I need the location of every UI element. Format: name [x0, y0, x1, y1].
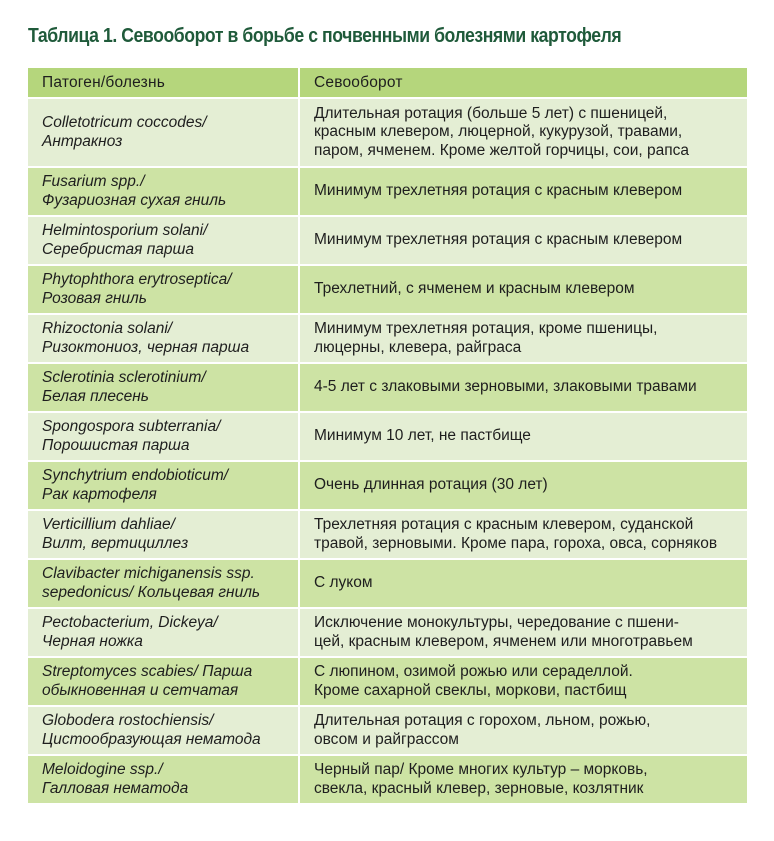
rotation-cell	[299, 412, 747, 461]
pathogen-line: Ризоктониоз, черная парша	[42, 338, 250, 356]
rotation-line: Минимум трехлетняя ротация, кроме пшеницы,	[314, 320, 658, 337]
rotation-line: овсом и райграссом	[314, 730, 459, 748]
rotation-line: Минимум 10 лет, не пастбище	[314, 427, 531, 445]
table-row	[28, 167, 747, 216]
pathogen-cell	[28, 363, 299, 412]
rotation-cell	[299, 755, 747, 804]
table-row	[28, 412, 747, 461]
rotation-line: 4-5 лет с злаковыми зерновыми, злаковыми травами	[314, 378, 697, 396]
pathogen-line: Фузариозная сухая гниль	[42, 191, 227, 209]
rotation-line: паром, ячменем. Кроме желтой горчицы, сои, рапса	[314, 141, 689, 159]
pathogen-line: Helmintosporium solani/	[42, 222, 208, 239]
table-row	[28, 363, 747, 412]
rotation-cell	[299, 167, 747, 216]
header-rotation: Севооборот	[299, 68, 747, 98]
table-row	[28, 314, 747, 363]
pathogen-line: Spongospora subterrania/	[42, 418, 221, 435]
rotation-line: Минимум трехлетняя ротация с красным клевером	[314, 231, 683, 249]
rotation-line: свекла, красный клевер, зерновые, козлятник	[314, 779, 644, 797]
pathogen-line: Fusarium spp./	[42, 173, 145, 190]
pathogen-cell	[28, 510, 299, 559]
pathogen-line: Streptomyces scabies/ Парша	[42, 663, 253, 680]
pathogen-line: Розовая гниль	[42, 289, 147, 307]
header-pathogen: Патоген/болезнь	[28, 68, 299, 98]
page-title: Таблица 1. Севооборот в борьбе с почвенными болезнями картофеля	[28, 24, 622, 47]
rotation-line: Очень длинная ротация (30 лет)	[314, 476, 548, 494]
table-row	[28, 216, 747, 265]
pathogen-line: Meloidogine ssp./	[42, 761, 163, 778]
pathogen-line: обыкновенная и сетчатая	[42, 681, 239, 699]
pathogen-line: Phytophthora erytroseptica/	[42, 271, 232, 288]
rotation-line: Трехлетняя ротация с красным клевером, суданской	[314, 516, 694, 533]
pathogen-cell	[28, 412, 299, 461]
rotation-cell	[299, 559, 747, 608]
pathogen-line: Серебристая парша	[42, 240, 194, 258]
rotation-cell	[299, 363, 747, 412]
pathogen-cell	[28, 755, 299, 804]
pathogen-line: Pectobacterium, Dickeya/	[42, 614, 218, 631]
pathogen-line: Colletotricum coccodes/	[42, 114, 207, 131]
table-row	[28, 559, 747, 608]
rotation-line: красным клевером, люцерной, кукурузой, травами,	[314, 123, 683, 141]
pathogen-line: Synchytrium endobioticum/	[42, 467, 229, 484]
rotation-line: Минимум трехлетняя ротация с красным клевером	[314, 182, 683, 200]
rotation-cell	[299, 98, 747, 167]
pathogen-line: Цистообразующая нематода	[42, 730, 261, 748]
rotation-line: травой, зерновыми. Кроме пара, гороха, овса, сорняков	[314, 534, 718, 552]
rotation-cell	[299, 461, 747, 510]
pathogen-line: Globodera rostochiensis/	[42, 712, 214, 729]
table-row	[28, 461, 747, 510]
rotation-line: цей, красным клевером, ячменем или многотравьем	[314, 632, 693, 650]
pathogen-line: Антракноз	[42, 132, 123, 150]
pathogen-line: Порошистая парша	[42, 436, 190, 454]
pathogen-cell	[28, 314, 299, 363]
rotation-line: Кроме сахарной свеклы, моркови, пастбищ	[314, 681, 627, 699]
table-row	[28, 510, 747, 559]
table-row	[28, 265, 747, 314]
rotation-line: С люпином, озимой рожью или сераделлой.	[314, 663, 633, 680]
table-row	[28, 657, 747, 706]
rotation-cell	[299, 314, 747, 363]
pathogen-line: Галловая нематода	[42, 779, 189, 797]
rotation-line: Длительная ротация (больше 5 лет) с пшеницей,	[314, 104, 668, 122]
pathogen-line: Рак картофеля	[42, 485, 157, 503]
pathogen-line: Белая плесень	[42, 387, 149, 405]
pathogen-cell	[28, 657, 299, 706]
pathogen-line: Черная ножка	[42, 632, 143, 650]
table-header-row	[28, 68, 747, 98]
pathogen-cell	[28, 98, 299, 167]
rotation-line: люцерны, клевера, райграса	[314, 338, 522, 356]
rotation-cell	[299, 706, 747, 755]
rotation-line: Трехлетний, с ячменем и красным клевером	[314, 280, 635, 298]
pathogen-line: Clavibacter michiganensis ssp.	[42, 565, 255, 582]
rotation-line: Черный пар/ Кроме многих культур – морковь,	[314, 761, 648, 778]
pathogen-cell	[28, 265, 299, 314]
table-row	[28, 608, 747, 657]
rotation-line: Исключение монокультуры, чередование с пшени-	[314, 614, 679, 631]
pathogen-line: Sclerotinia sclerotinium/	[42, 369, 206, 386]
table-row	[28, 706, 747, 755]
crop-rotation-table	[28, 68, 747, 805]
rotation-line: Длительная ротация с горохом, льном, рожью,	[314, 712, 651, 729]
rotation-cell	[299, 657, 747, 706]
pathogen-line: Вилт, вертициллез	[42, 534, 189, 552]
rotation-cell	[299, 216, 747, 265]
pathogen-line: sepedonicus/ Кольцевая гниль	[42, 583, 261, 601]
rotation-cell	[299, 608, 747, 657]
pathogen-cell	[28, 559, 299, 608]
pathogen-cell	[28, 608, 299, 657]
rotation-cell	[299, 510, 747, 559]
pathogen-cell	[28, 167, 299, 216]
rotation-cell	[299, 265, 747, 314]
pathogen-cell	[28, 706, 299, 755]
rotation-line: С луком	[314, 574, 373, 592]
pathogen-cell	[28, 216, 299, 265]
table-row	[28, 755, 747, 804]
pathogen-line: Rhizoctonia solani/	[42, 320, 173, 337]
table-row	[28, 98, 747, 167]
pathogen-line: Verticillium dahliae/	[42, 516, 175, 533]
pathogen-cell	[28, 461, 299, 510]
